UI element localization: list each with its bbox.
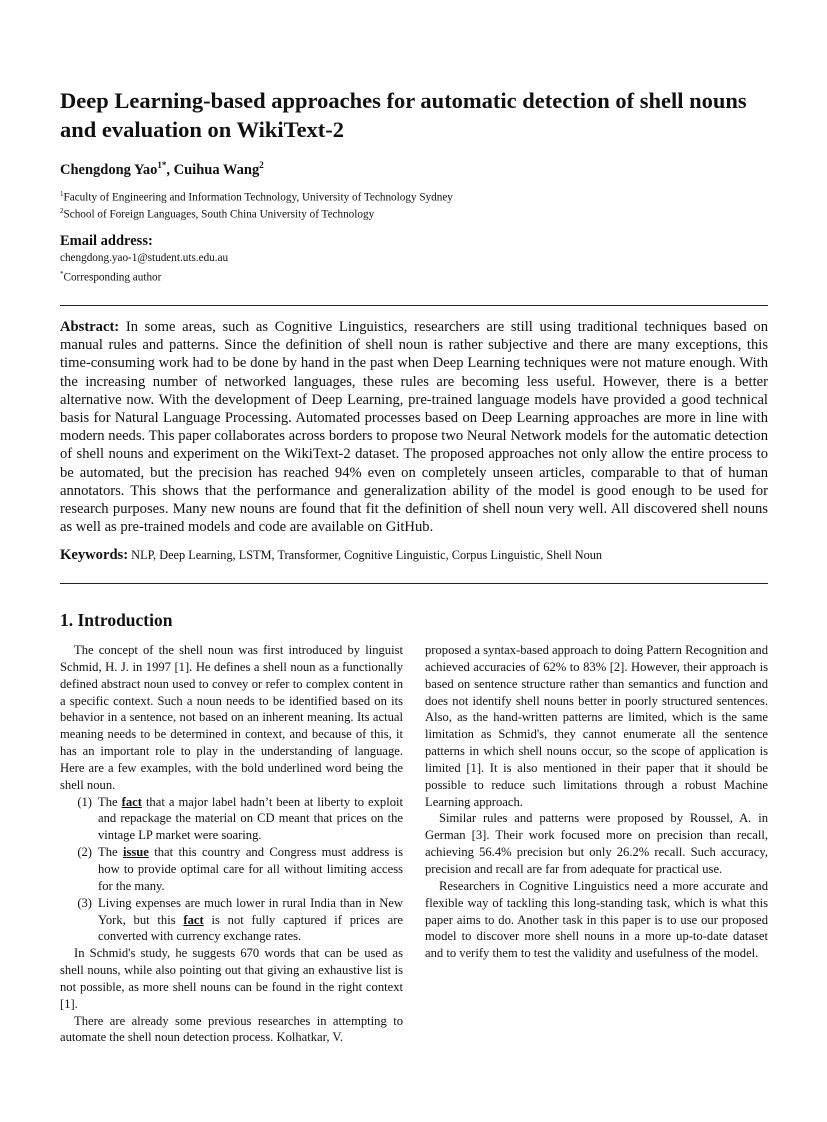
abstract [60,318,768,536]
paragraph: proposed a syntax-based approach to doing Pattern Recognition and achieved accuracies of 62% to 83% [2]. However, their approach is based on sentence structure rather than semantics and function and does not identify shell nouns better in poorly structured sentences. Also, as the hand-written patterns are limited, which is the same limitation as Schmid's, they cannot enumerate all the sentence patterns in which shell nouns occur, so the scope of application is limited [1]. It is also mentioned in their paper that it should be possible to reduce such limitations through a robust Machine Learning approach. [425,643,768,809]
shell-noun-term: issue [122,845,149,860]
example-text-after: is not fully captured if prices are converted with currency exchange rates. [98,912,403,944]
email-heading: Email address: [60,233,153,249]
paragraph: Similar rules and patterns were proposed by Roussel, A. in German [3]. Their work focused more on precision than recall, achieving 56.4% precision but only 26.2% recall. Such accuracy, precision and recall are far from adequate for practical use. [425,811,768,876]
keywords [60,547,768,564]
corresponding-mark: * [60,270,64,278]
example-text [98,844,403,895]
email-address: chengdong.yao-1@student.uts.edu.au [60,252,229,264]
example-text [98,895,403,946]
left-column [60,642,403,1046]
example-number: (1) [77,794,92,809]
example-number: (3) [77,895,92,910]
paragraph: There are already some previous researches in attempting to automate the shell noun detection process. Kolhatkar, V. [60,1013,403,1045]
paragraph: In Schmid's study, he suggests 670 words that can be used as shell nouns, while also pointing out that giving an exhaustive list is not possible, as more shell nouns can be found in the right context [1]. [60,946,403,1011]
example-text-after: that a major label hadn’t been at liberty to exploit and repackage the material on CD meant that prices on the vintage LP market were soaring. [98,794,404,843]
abstract-label: Abstract: [60,319,120,335]
affiliation-mark: 1 [60,190,64,198]
example-text-after: that this country and Congress must address is how to provide optimal care for all without limiting access for the many. [98,845,403,893]
paragraph: The concept of the shell noun was first introduced by linguist Schmid, H. J. in 1997 [1]. He defines a shell noun as a functionally defined abstract noun used to convey or refer to complex content in a specific context. Such a noun needs to be identified based on its behavior in a sentence, not based on an inherent meaning. Its actual meaning needs to be determined in context, and because of this, it has an important role to play in the understanding of language. Here are a few examples, with the bold underlined word being the shell noun. [60,643,403,792]
affiliation-text: School of Foreign Languages, South China University of Technology [63,208,375,221]
author-affiliation-mark: 2 [259,160,264,170]
example-item [60,794,403,845]
affiliation-text: Faculty of Engineering and Information Technology, University of Technology Sydney [63,191,453,204]
example-text-before: Living expenses are much lower in rural India than in New York, but this [98,895,403,927]
author-name: Chengdong Yao [60,161,158,178]
example-number: (2) [77,845,92,860]
keywords-text: NLP, Deep Learning, LSTM, Transformer, Cognitive Linguistic, Corpus Linguistic, Shell Noun [128,548,603,562]
example-text [98,794,403,845]
paper-title: Deep Learning-based approaches for automatic detection of shell nouns and evaluation on WikiText-2 [60,88,747,142]
example-item [60,844,403,895]
author-separator: , [166,161,174,178]
affiliation [60,190,453,204]
abstract-text: In some areas, such as Cognitive Linguistics, researchers are still using traditional techniques based on manual rules and patterns. Since the definition of shell noun is rather subjective and there are many exceptions, this time-consuming work had to be done by hand in the past when Deep Learning techniques were not mature enough. With the increasing number of networked languages, these rules are becoming less useful. However, there is a better alternative now. With the development of Deep Learning, pre-trained language models have provided a good technical basis for Natural Language Processing. Automated processes based on Deep Learning approaches are more in line with modern needs. This paper collaborates across borders to propose two Neural Network models for the automatic detection of shell nouns and experiment on the WikiText-2 dataset. The proposed approaches not only allow the entire process to be automated, but the precision has reached 94% even on completely unseen articles, comparable to that of human annotators. This shows that the performance and generalization ability of the model is good enough to be used for research purposes. Many new nouns are found that fit the definition of shell noun very well. All discovered shell nouns as well as pre-trained models and code are available on GitHub. [60,319,768,536]
example-text-before: The [98,845,123,860]
section-heading: 1. Introduction [60,610,173,630]
shell-noun-term: fact [121,794,142,809]
affiliation [60,207,374,221]
corresponding-author-note [60,270,161,284]
shell-noun-term: fact [183,912,204,927]
example-item [60,895,403,946]
top-divider [60,305,768,306]
affiliation-mark: 2 [60,207,64,215]
author-list [60,160,264,179]
bottom-divider [60,583,768,584]
corresponding-text: Corresponding author [63,271,162,284]
author-name: Cuihua Wang [173,161,260,178]
author-affiliation-mark: 1* [157,160,167,170]
paragraph: Researchers in Cognitive Linguistics need a more accurate and flexible way of tackling this long-standing task, which is what this paper aims to do. Another task in this paper is to use our proposed model to discover more shell nouns in a more up-to-date dataset and to verify them to test the validity and usefulness of the model. [425,878,768,961]
right-column [425,642,768,962]
example-text-before: The [98,794,122,809]
keywords-label: Keywords: [60,547,129,563]
